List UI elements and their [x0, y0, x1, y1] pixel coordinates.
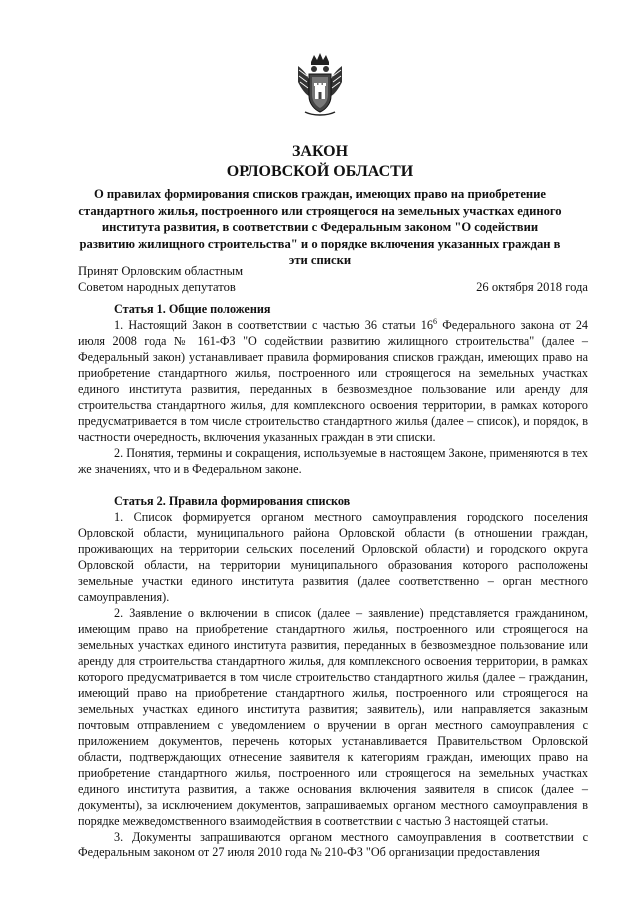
article-2-heading: Статья 2. Правила формирования списков — [114, 494, 351, 509]
article-1-heading: Статья 1. Общие положения — [114, 302, 271, 316]
issuing-authority: ОРЛОВСКОЙ ОБЛАСТИ — [226, 163, 414, 180]
coat-of-arms-icon — [295, 52, 345, 118]
adopted-by-line1: Принят Орловским областным — [78, 264, 244, 278]
adoption-date: 26 октября 2018 года — [476, 280, 588, 294]
law-title: О правилах формирования списков граждан, имеющих право на приобретение стандартного жилья, построенного или строящегося на земельных участках единого института развития, в соответствии с Федеральным законом "О содействии развитию жилищного строительства" и о порядке включения указанных граждан в эти списки — [78, 187, 562, 268]
article-1-paragraph-2: 2. Понятия, термины и сокращения, используемые в настоящем Законе, применяются в тех же значениях, что и в Федеральном законе. — [78, 445, 588, 476]
document-body — [78, 302, 588, 861]
article-superscript: 6 — [432, 316, 437, 326]
document-type: ЗАКОН — [291, 143, 349, 160]
article-1-p1-text-a: 1. Настоящий Закон в соответствии с частью 36 статьи 16 — [114, 317, 433, 332]
article-2-paragraph-2: 2. Заявление о включении в список (далее – заявление) представляется гражданином, имеющим право на приобретение стандартного жилья, построенного или строящегося на земельных участках единого института развития, переданных в безвозмездное пользование или аренду для строительства стандартного жилья, для комплексного освоения территории, в рамках которого предусматривается в том числе строительство стандартного жилья (далее – гражданин, имеющий право на приобретение стандартного жилья, построенного или строящегося на земельных участках единого института развития; заявитель), или направляется заказным почтовым отправлением с уведомлением о вручении в орган местного самоуправления с приложением документов, перечень которых устанавливается Правительством Орловской области, подтверждающих отнесение заявителя к категориям граждан, имеющих право на приобретение стандартного жилья, построенного или строящегося на земельных участках единого института развития, а также основания включения заявителя в список (далее – документы), за исключением документов, запрашиваемых органом местного самоуправления в порядке межведомственного взаимодействия в соответствии с частью 3 настоящей статьи. — [78, 606, 588, 828]
article-2-paragraph-1: 1. Список формируется органом местного самоуправления городского поселения Орловской области, муниципального района Орловской области (в отношении граждан, проживающих на территории сельских поселений Орловской области) и городского округа Орловской области, на территории муниципального образования которого расположены земельные участки единого института развития (далее соответственно – орган местного самоуправления). — [78, 510, 588, 605]
adopted-by-line2: Советом народных депутатов — [78, 280, 236, 294]
article-2-paragraph-3: 3. Документы запрашиваются органом местного самоуправления в соответствии с Федеральным законом от 27 июля 2010 года № 210-ФЗ "Об организации предоставления — [78, 829, 588, 860]
article-1-p1-text-b: Федерального закона от 24 июля 2008 года № 161-ФЗ "О содействии развитию жилищного строительства" (далее – Федеральный закон) устанавливает правила формирования списков граждан, имеющих право на приобретение стандартного жилья, построенного или строящегося на земельных участках единого института развития, переданных в безвозмездное пользование или аренду для строительства стандартного жилья, для комплексного освоения территории, в рамках которого предусматривается в том числе строительство стандартного жилья (далее – список), и порядок, в частности очередность, включения указанных граждан в эти списки. — [78, 317, 589, 444]
section-gap — [78, 477, 588, 494]
adoption-info — [78, 263, 243, 295]
article-1-paragraph-1 — [78, 318, 588, 446]
